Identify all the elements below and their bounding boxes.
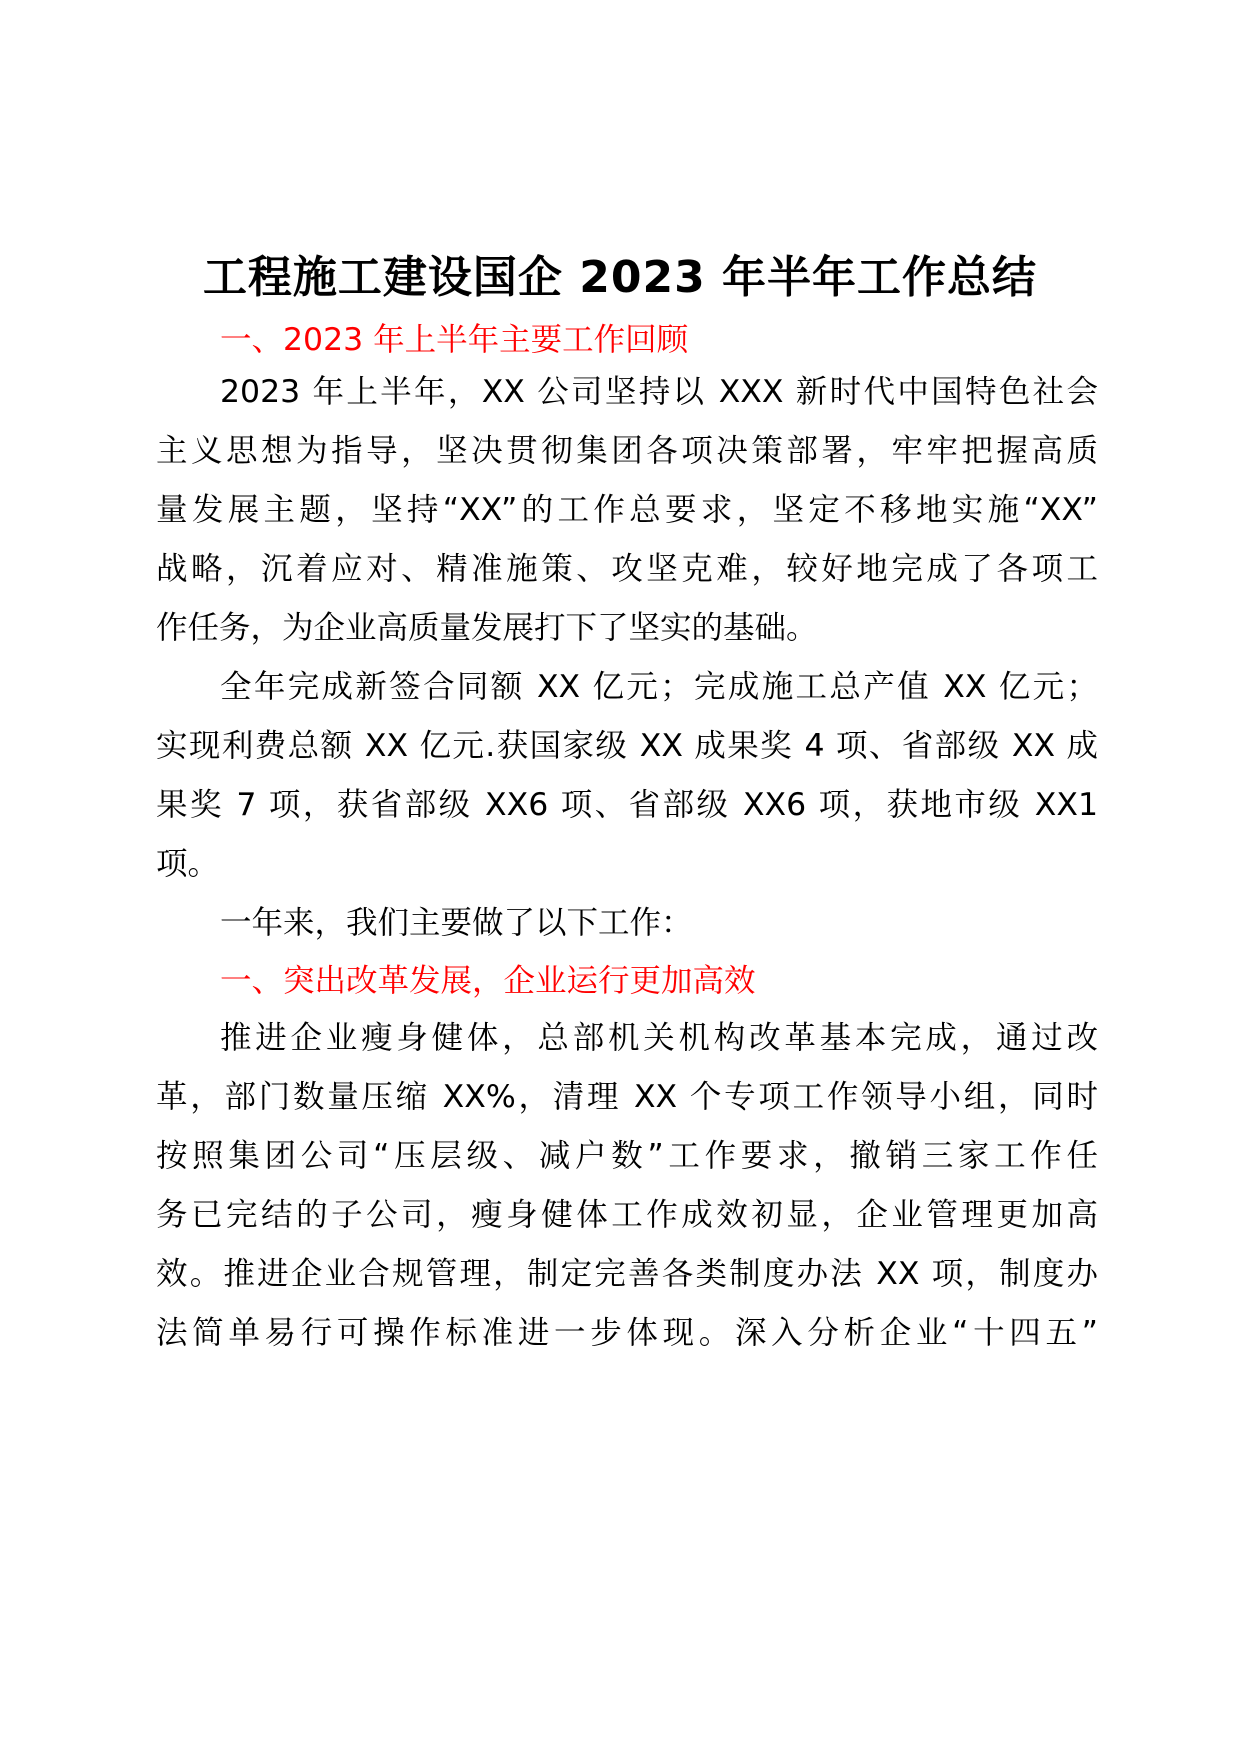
- paragraph-1-line-1: 2023 年上半年，XX 公司坚持以 XXX 新时代中国特色社会: [220, 374, 1098, 410]
- paragraph-4-line-4: 务已完结的子公司，瘦身健体工作成效初显，企业管理更加高: [156, 1197, 1098, 1233]
- paragraph-4-line-3: 按照集团公司“压层级、减户数”工作要求，撤销三家工作任: [156, 1138, 1098, 1174]
- paragraph-1-line-4: 战略，沉着应对、精准施策、攻坚克难，较好地完成了各项工: [156, 551, 1098, 587]
- paragraph-2-line-3: 果奖 7 项，获省部级 XX6 项、省部级 XX6 项，获地市级 XX1: [156, 787, 1098, 823]
- paragraph-2-line-4: 项。: [156, 846, 220, 882]
- paragraph-1-line-5: 作任务，为企业高质量发展打下了坚实的基础。: [156, 610, 818, 646]
- paragraph-4-line-2: 革，部门数量压缩 XX%，清理 XX 个专项工作领导小组，同时: [156, 1079, 1098, 1115]
- paragraph-2-line-2: 实现利费总额 XX 亿元.获国家级 XX 成果奖 4 项、省部级 XX 成: [156, 728, 1098, 764]
- section-heading-2: 一、突出改革发展，企业运行更加高效: [220, 963, 756, 999]
- paragraph-2-line-1: 全年完成新签合同额 XX 亿元；完成施工总产值 XX 亿元；: [220, 669, 1098, 705]
- paragraph-4-line-6: 法简单易行可操作标准进一步体现。深入分析企业“十四五”: [156, 1315, 1098, 1351]
- paragraph-4-line-5: 效。推进企业合规管理，制定完善各类制度办法 XX 项，制度办: [156, 1256, 1098, 1292]
- section-heading-1: 一、2023 年上半年主要工作回顾: [220, 322, 689, 358]
- paragraph-4-line-1: 推进企业瘦身健体，总部机关机构改革基本完成，通过改: [220, 1020, 1098, 1056]
- paragraph-1-line-2: 主义思想为指导，坚决贯彻集团各项决策部署，牢牢把握高质: [156, 433, 1098, 469]
- paragraph-3: 一年来，我们主要做了以下工作：: [220, 905, 693, 941]
- document-title: 工程施工建设国企 2023 年半年工作总结: [202, 252, 1038, 303]
- paragraph-1-line-3: 量发展主题，坚持“XX”的工作总要求，坚定不移地实施“XX”: [156, 492, 1098, 528]
